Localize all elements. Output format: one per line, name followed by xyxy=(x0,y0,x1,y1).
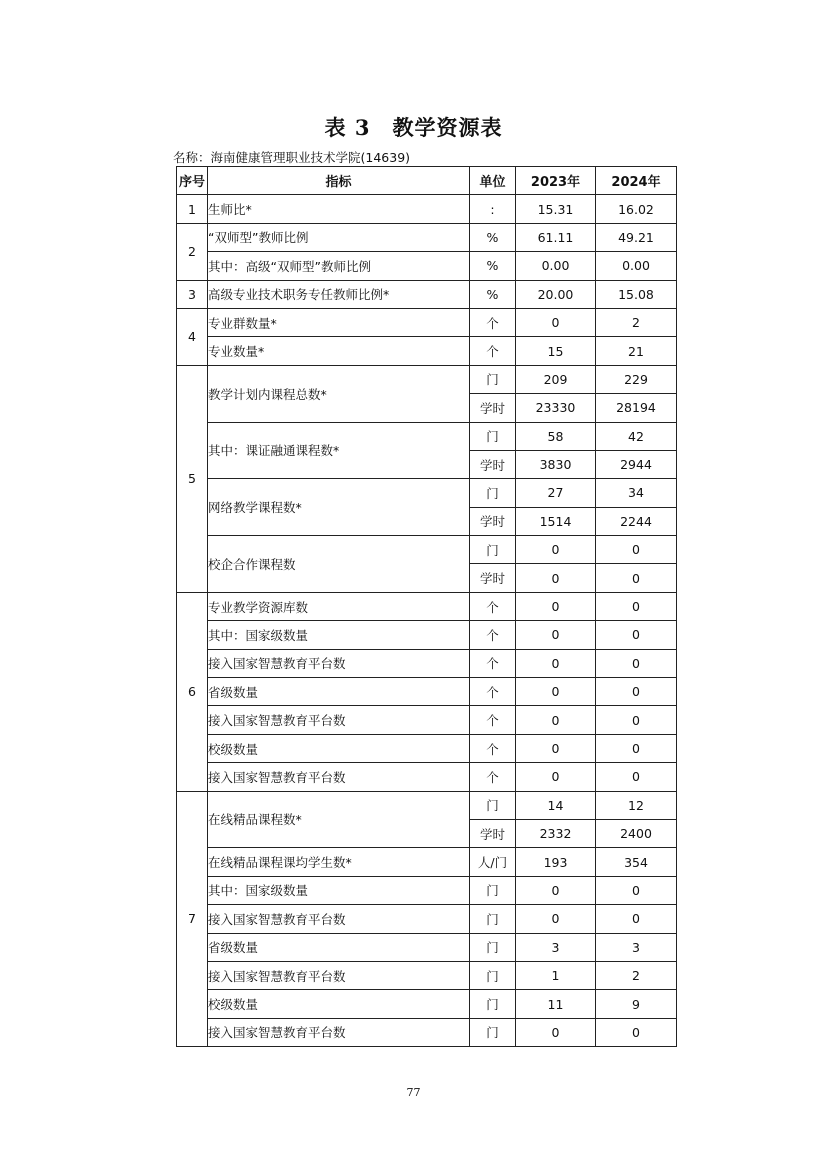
unit-cell: : xyxy=(470,195,516,223)
indicator-cell: 在线精品课程课均学生数* xyxy=(208,848,470,876)
value-2023-cell: 27 xyxy=(516,479,596,507)
table-row xyxy=(177,1018,677,1046)
value-2024-cell: 2400 xyxy=(596,819,677,847)
teaching-resources-table xyxy=(176,166,677,1047)
value-2024-cell: 21 xyxy=(596,337,677,365)
unit-cell: 门 xyxy=(470,876,516,904)
indicator-cell: 其中：国家级数量 xyxy=(208,621,470,649)
table-row xyxy=(177,337,677,365)
indicator-cell: 接入国家智慧教育平台数 xyxy=(208,649,470,677)
value-2024-cell: 2244 xyxy=(596,507,677,535)
unit-cell: % xyxy=(470,223,516,251)
value-2023-cell: 209 xyxy=(516,365,596,393)
value-2024-cell: 16.02 xyxy=(596,195,677,223)
unit-cell: 个 xyxy=(470,592,516,620)
indicator-cell: 网络教学课程数* xyxy=(208,479,470,536)
unit-cell: 门 xyxy=(470,961,516,989)
indicator-cell: 校企合作课程数 xyxy=(208,536,470,593)
value-2023-cell: 11 xyxy=(516,990,596,1018)
indicator-cell: “双师型”教师比例 xyxy=(208,223,470,251)
value-2024-cell: 229 xyxy=(596,365,677,393)
table-row xyxy=(177,706,677,734)
value-2024-cell: 49.21 xyxy=(596,223,677,251)
table-row xyxy=(177,763,677,791)
table-row xyxy=(177,223,677,251)
unit-cell: 门 xyxy=(470,422,516,450)
value-2023-cell: 0 xyxy=(516,536,596,564)
seq-cell: 3 xyxy=(177,280,208,308)
value-2024-cell: 0 xyxy=(596,876,677,904)
value-2024-cell: 354 xyxy=(596,848,677,876)
value-2023-cell: 3 xyxy=(516,933,596,961)
table-row xyxy=(177,961,677,989)
value-2024-cell: 42 xyxy=(596,422,677,450)
unit-cell: 个 xyxy=(470,734,516,762)
header-2023: 2023年 xyxy=(516,167,596,195)
seq-cell: 6 xyxy=(177,592,208,791)
value-2023-cell: 0 xyxy=(516,706,596,734)
value-2023-cell: 0.00 xyxy=(516,252,596,280)
indicator-cell: 教学计划内课程总数* xyxy=(208,365,470,422)
table-row xyxy=(177,280,677,308)
value-2023-cell: 0 xyxy=(516,1018,596,1046)
organization-label: 名称：海南健康管理职业技术学院(14639) xyxy=(173,150,411,165)
value-2023-cell: 0 xyxy=(516,592,596,620)
indicator-cell: 接入国家智慧教育平台数 xyxy=(208,961,470,989)
indicator-cell: 省级数量 xyxy=(208,678,470,706)
indicator-cell: 生师比* xyxy=(208,195,470,223)
value-2023-cell: 0 xyxy=(516,564,596,592)
seq-cell: 7 xyxy=(177,791,208,1047)
unit-cell: 学时 xyxy=(470,394,516,422)
unit-cell: 门 xyxy=(470,1018,516,1046)
table-row xyxy=(177,621,677,649)
value-2023-cell: 14 xyxy=(516,791,596,819)
table-row xyxy=(177,905,677,933)
unit-cell: 门 xyxy=(470,479,516,507)
value-2024-cell: 2 xyxy=(596,961,677,989)
value-2023-cell: 193 xyxy=(516,848,596,876)
unit-cell: 个 xyxy=(470,649,516,677)
indicator-cell: 校级数量 xyxy=(208,990,470,1018)
table-row xyxy=(177,536,677,564)
value-2024-cell: 0 xyxy=(596,905,677,933)
unit-cell: 门 xyxy=(470,536,516,564)
value-2024-cell: 0 xyxy=(596,649,677,677)
value-2024-cell: 15.08 xyxy=(596,280,677,308)
value-2024-cell: 0 xyxy=(596,564,677,592)
value-2024-cell: 0 xyxy=(596,536,677,564)
indicator-cell: 专业教学资源库数 xyxy=(208,592,470,620)
indicator-cell: 接入国家智慧教育平台数 xyxy=(208,763,470,791)
unit-cell: % xyxy=(470,280,516,308)
value-2023-cell: 0 xyxy=(516,734,596,762)
watermark xyxy=(82,261,103,282)
value-2023-cell: 0 xyxy=(516,649,596,677)
value-2023-cell: 61.11 xyxy=(516,223,596,251)
indicator-cell: 其中：课证融通课程数* xyxy=(208,422,470,479)
indicator-cell: 高级专业技术职务专任教师比例* xyxy=(208,280,470,308)
table-row xyxy=(177,422,677,450)
value-2023-cell: 2332 xyxy=(516,819,596,847)
header-indicator: 指标 xyxy=(208,167,470,195)
value-2023-cell: 0 xyxy=(516,876,596,904)
seq-cell: 4 xyxy=(177,308,208,365)
value-2024-cell: 12 xyxy=(596,791,677,819)
unit-cell: 个 xyxy=(470,763,516,791)
value-2023-cell: 0 xyxy=(516,308,596,336)
unit-cell: 门 xyxy=(470,905,516,933)
value-2024-cell: 0 xyxy=(596,734,677,762)
unit-cell: 门 xyxy=(470,365,516,393)
unit-cell: 个 xyxy=(470,308,516,336)
unit-cell: 门 xyxy=(470,933,516,961)
seq-cell: 2 xyxy=(177,223,208,280)
value-2023-cell: 0 xyxy=(516,678,596,706)
table-row xyxy=(177,933,677,961)
value-2024-cell: 0 xyxy=(596,621,677,649)
header-seq: 序号 xyxy=(177,167,208,195)
value-2023-cell: 1 xyxy=(516,961,596,989)
value-2024-cell: 2944 xyxy=(596,450,677,478)
value-2024-cell: 9 xyxy=(596,990,677,1018)
value-2023-cell: 0 xyxy=(516,621,596,649)
header-unit: 单位 xyxy=(470,167,516,195)
indicator-cell: 专业数量* xyxy=(208,337,470,365)
seq-cell: 1 xyxy=(177,195,208,223)
unit-cell: % xyxy=(470,252,516,280)
unit-cell: 学时 xyxy=(470,450,516,478)
unit-cell: 学时 xyxy=(470,507,516,535)
value-2024-cell: 2 xyxy=(596,308,677,336)
value-2024-cell: 0 xyxy=(596,763,677,791)
unit-cell: 个 xyxy=(470,621,516,649)
value-2023-cell: 0 xyxy=(516,763,596,791)
value-2024-cell: 0 xyxy=(596,592,677,620)
table-row xyxy=(177,592,677,620)
unit-cell: 门 xyxy=(470,990,516,1018)
indicator-cell: 专业群数量* xyxy=(208,308,470,336)
value-2024-cell: 0 xyxy=(596,1018,677,1046)
table-row xyxy=(177,876,677,904)
indicator-cell: 在线精品课程数* xyxy=(208,791,470,848)
header-2024: 2024年 xyxy=(596,167,677,195)
table-row xyxy=(177,649,677,677)
table-row xyxy=(177,678,677,706)
value-2023-cell: 1514 xyxy=(516,507,596,535)
indicator-cell: 其中：高级“双师型”教师比例 xyxy=(208,252,470,280)
table-row xyxy=(177,252,677,280)
unit-cell: 人/门 xyxy=(470,848,516,876)
table-row xyxy=(177,365,677,393)
table-row xyxy=(177,195,677,223)
value-2024-cell: 0 xyxy=(596,706,677,734)
value-2023-cell: 15.31 xyxy=(516,195,596,223)
unit-cell: 学时 xyxy=(470,819,516,847)
table-body xyxy=(177,195,677,1047)
indicator-cell: 接入国家智慧教育平台数 xyxy=(208,905,470,933)
page-number: 77 xyxy=(406,1086,421,1099)
unit-cell: 个 xyxy=(470,337,516,365)
table-row xyxy=(177,479,677,507)
unit-cell: 学时 xyxy=(470,564,516,592)
value-2023-cell: 20.00 xyxy=(516,280,596,308)
table-row xyxy=(177,791,677,819)
value-2023-cell: 23330 xyxy=(516,394,596,422)
indicator-cell: 接入国家智慧教育平台数 xyxy=(208,1018,470,1046)
unit-cell: 个 xyxy=(470,706,516,734)
value-2024-cell: 0.00 xyxy=(596,252,677,280)
value-2023-cell: 15 xyxy=(516,337,596,365)
table-row xyxy=(177,734,677,762)
page-title: 表 3 教学资源表 xyxy=(324,115,503,140)
table-header-row xyxy=(177,167,677,195)
indicator-cell: 省级数量 xyxy=(208,933,470,961)
value-2024-cell: 0 xyxy=(596,678,677,706)
value-2023-cell: 3830 xyxy=(516,450,596,478)
table-row xyxy=(177,848,677,876)
unit-cell: 门 xyxy=(470,791,516,819)
indicator-cell: 接入国家智慧教育平台数 xyxy=(208,706,470,734)
value-2023-cell: 58 xyxy=(516,422,596,450)
table-row xyxy=(177,308,677,336)
table-row xyxy=(177,990,677,1018)
seq-cell: 5 xyxy=(177,365,208,592)
unit-cell: 个 xyxy=(470,678,516,706)
value-2024-cell: 28194 xyxy=(596,394,677,422)
value-2024-cell: 34 xyxy=(596,479,677,507)
value-2023-cell: 0 xyxy=(516,905,596,933)
value-2024-cell: 3 xyxy=(596,933,677,961)
indicator-cell: 校级数量 xyxy=(208,734,470,762)
indicator-cell: 其中：国家级数量 xyxy=(208,876,470,904)
